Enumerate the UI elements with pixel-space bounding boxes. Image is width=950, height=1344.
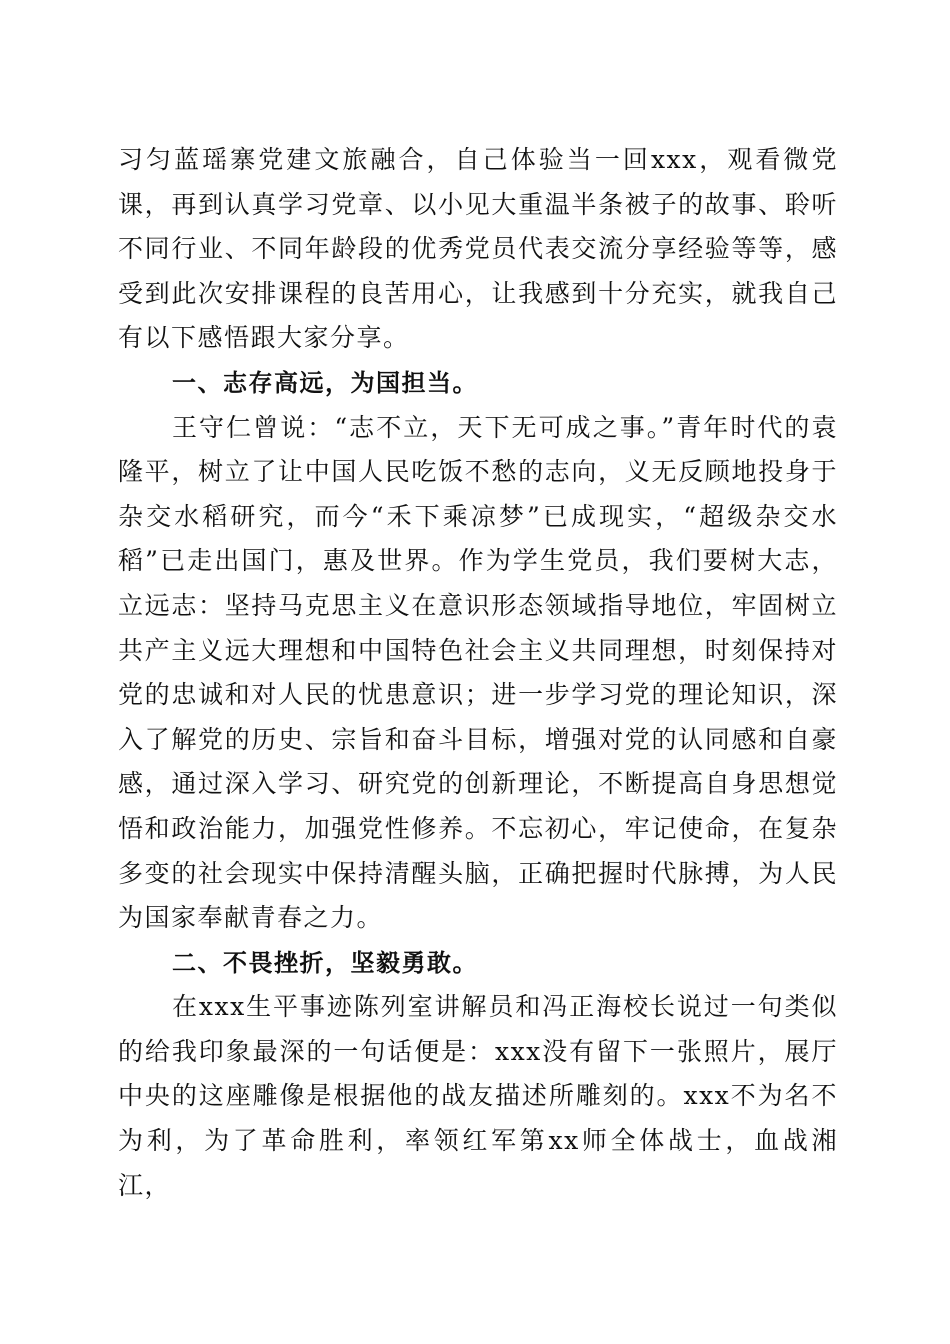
paragraph-section-1: 王守仁曾说：“志不立，天下无可成之事。”青年时代的袁隆平，树立了让中国人民吃饭不愁的志向，义无反顾地投身于杂交水稻研究，而今“禾下乘凉梦”已成现实，“超级杂交水稻”已走出国门，惠及世界。作为学生党员，我们要树大志，立远志：坚持马克思主义在意识形态领域指导地位，牢固树立共产主义远大理想和中国特色社会主义共同理想，时刻保持对党的忠诚和对人民的忧患意识；进一步学习党的理论知识，深入了解党的历史、宗旨和奋斗目标，增强对党的认同感和自豪感，通过深入学习、研究党的创新理论，不断提高自身思想觉悟和政治能力，加强党性修养。不忘初心，牢记使命，在复杂多变的社会现实中保持清醒头脑，正确把握时代脉搏，为人民为国家奉献青春之力。	[118, 412, 838, 933]
paragraph-intro-continuation: 习匀蓝瑶寨党建文旅融合，自己体验当一回xxx，观看微党课，再到认真学习党章、以小见大重温半条被子的故事、聆听不同行业、不同年龄段的优秀党员代表交流分享经验等等，感受到此次安排课程的良苦用心，让我感到十分充实，就我自己有以下感悟跟大家分享。	[118, 145, 838, 353]
paragraph-section-2: 在xxx生平事迹陈列室讲解员和冯正海校长说过一句类似的给我印象最深的一句话便是：xxx没有留下一张照片，展厅中央的这座雕像是根据他的战友描述所雕刻的。xxx不为名不为利，为了革命胜利，率领红军第xx师全体战士，血战湘江，	[118, 992, 838, 1200]
section-heading-2: 二、不畏挫折，坚毅勇敢。	[172, 948, 478, 977]
section-heading-1: 一、志存高远，为国担当。	[172, 368, 478, 397]
document-body	[118, 138, 838, 1208]
